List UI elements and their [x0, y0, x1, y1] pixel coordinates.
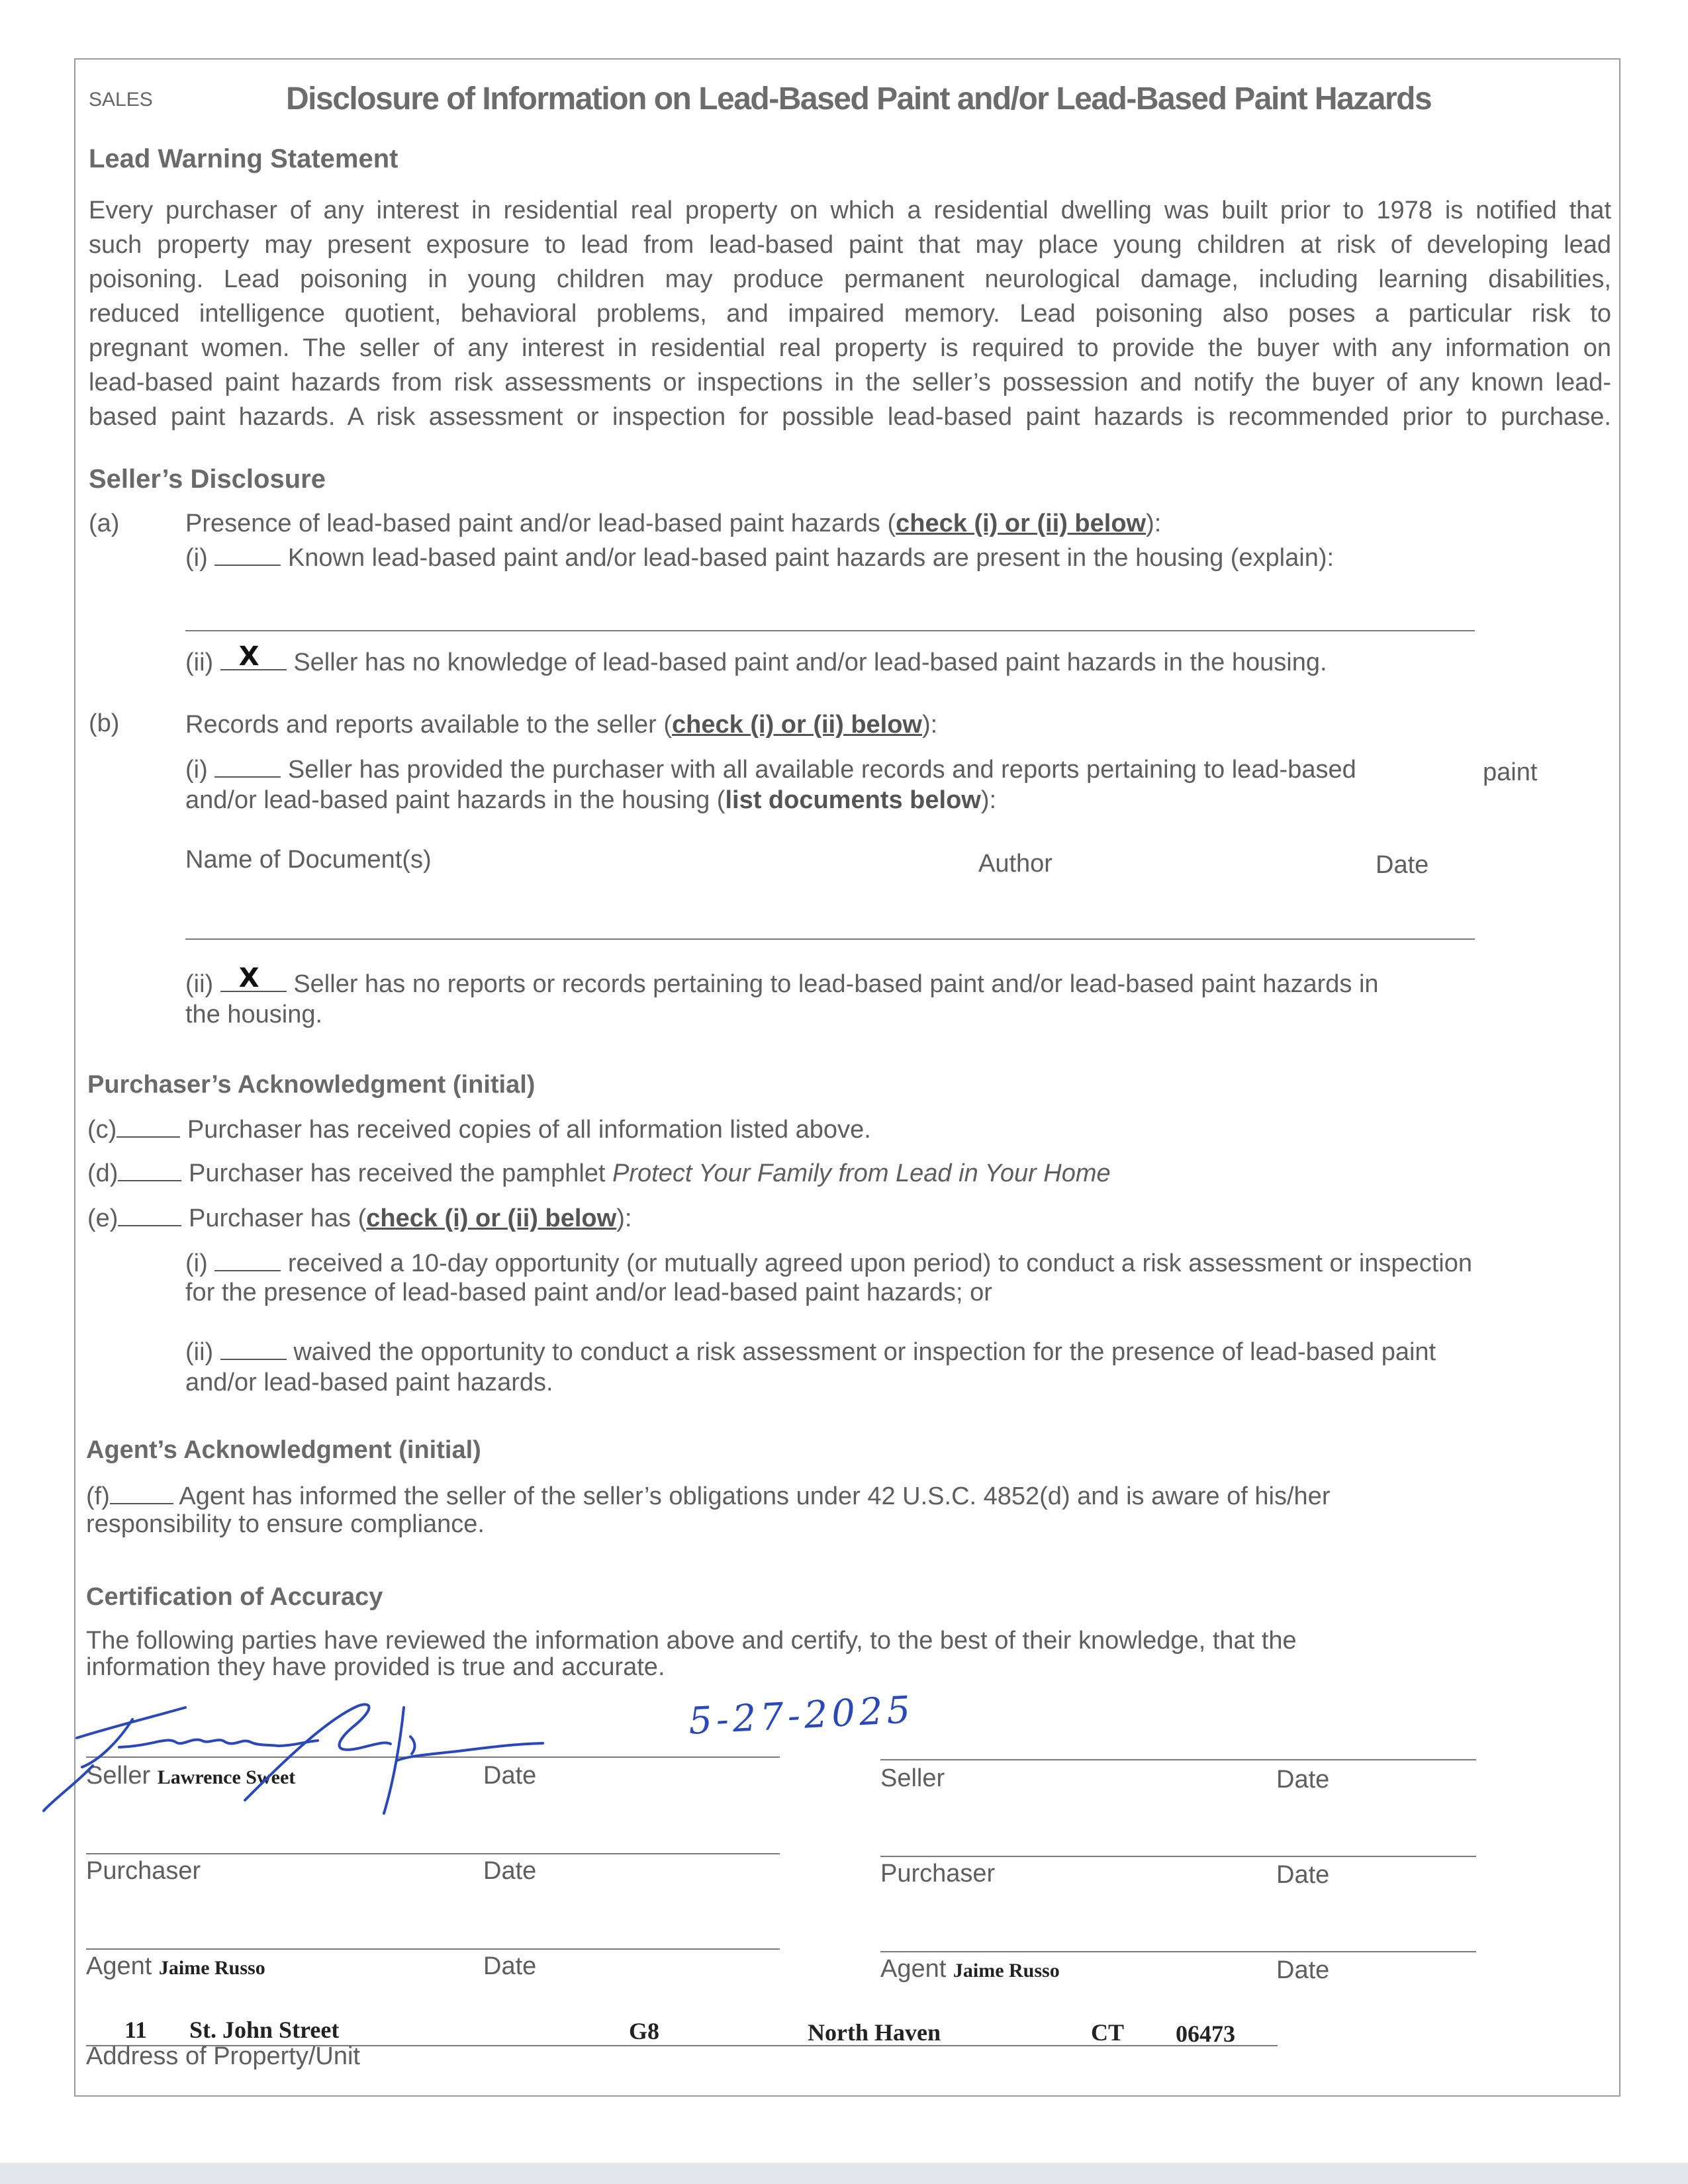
item-b-text: Records and reports available to the seller (check (i) or (ii) below): — [185, 711, 938, 739]
seller-name: Lawrence Sweet — [157, 1766, 296, 1788]
agent2-label: Agent Jaime Russo — [880, 1955, 1060, 1983]
documents-line[interactable] — [185, 938, 1475, 940]
explain-line[interactable] — [185, 630, 1475, 631]
seller-disclosure-heading: Seller’s Disclosure — [89, 465, 326, 494]
address-number: 11 — [124, 2017, 148, 2043]
item-e-i-line2: for the presence of lead-based paint and/or lead-based paint hazards; or — [185, 1279, 992, 1306]
a-i-checkbox[interactable] — [214, 545, 281, 566]
e-initial-field[interactable] — [118, 1205, 181, 1226]
warning-line: lead-based paint hazards from risk assessments or inspections in the seller’s possession and notify the buyer of any known lead- — [89, 369, 1611, 396]
agent-signature-line[interactable] — [86, 1948, 780, 1950]
col-document-name: Name of Document(s) — [185, 846, 432, 874]
form-title: Disclosure of Information on Lead-Based Paint and/or Lead-Based Paint Hazards — [286, 81, 1432, 116]
purchaser-label: Purchaser — [86, 1857, 201, 1885]
agent2-date-label: Date — [1276, 1956, 1330, 1984]
check-x-mark: X — [238, 641, 259, 672]
certification-line2: information they have provided is true and accurate. — [86, 1653, 665, 1681]
check-x-mark: X — [238, 963, 259, 993]
agent-date-label: Date — [483, 1952, 537, 1980]
purchaser-date-label: Date — [483, 1857, 537, 1885]
item-a-marker: (a) — [89, 510, 120, 537]
warning-line: pregnant women. The seller of any interest in residential real property is required to provide the buyer with any information on — [89, 334, 1611, 362]
certification-heading: Certification of Accuracy — [86, 1583, 383, 1611]
purchaser-ack-heading: Purchaser’s Acknowledgment (initial) — [87, 1071, 536, 1099]
item-e-i-line1: (i) received a 10-day opportunity (or mutually agreed upon period) to conduct a risk assessment or inspection — [185, 1250, 1472, 1277]
address-zip: 06473 — [1176, 2021, 1235, 2047]
agent2-name: Jaime Russo — [953, 1960, 1060, 1981]
item-b-i-line1: (i) Seller has provided the purchaser with all available records and reports pertaining to lead-based — [185, 756, 1356, 784]
agent-label: Agent Jaime Russo — [86, 1952, 265, 1980]
signature-stroke — [77, 1707, 318, 1767]
purchaser2-label: Purchaser — [880, 1860, 996, 1888]
warning-line: poisoning. Lead poisoning in young children may produce permanent neurological damage, including learning disabilities, — [89, 265, 1611, 293]
c-initial-field[interactable] — [117, 1116, 180, 1138]
certification-line1: The following parties have reviewed the information above and certify, to the best of their knowledge, that the — [86, 1627, 1297, 1655]
signature-stroke — [245, 1704, 543, 1813]
d-initial-field[interactable] — [118, 1160, 181, 1181]
lead-warning-body — [89, 193, 1611, 434]
e-ii-checkbox[interactable] — [220, 1339, 287, 1360]
item-a-text: Presence of lead-based paint and/or lead-based paint hazards (check (i) or (ii) below): — [185, 510, 1162, 537]
sales-tag: SALES — [89, 89, 153, 111]
item-e-ii-line2: and/or lead-based paint hazards. — [185, 1369, 553, 1396]
item-b-ii-line2: the housing. — [185, 1001, 323, 1028]
item-b-ii-line1: (ii) X Seller has no reports or records pertaining to lead-based paint and/or lead-based paint hazards in — [185, 963, 1379, 998]
signature-stroke — [44, 1766, 93, 1811]
item-f-line2: responsibility to ensure compliance. — [86, 1510, 485, 1538]
address-state: CT — [1091, 2019, 1125, 2046]
item-e: (e) Purchaser has (check (i) or (ii) below): — [87, 1205, 632, 1232]
b-ii-checkbox[interactable] — [220, 963, 287, 993]
col-date: Date — [1376, 851, 1429, 879]
f-initial-field[interactable] — [110, 1483, 173, 1504]
purchaser2-signature-line[interactable] — [880, 1856, 1476, 1857]
e-i-checkbox[interactable] — [214, 1250, 281, 1271]
item-c: (c) Purchaser has received copies of all information listed above. — [87, 1116, 871, 1144]
seller2-date-label: Date — [1276, 1766, 1330, 1794]
item-a-ii: (ii) X Seller has no knowledge of lead-based paint and/or lead-based paint hazards in the housing. — [185, 641, 1327, 676]
item-e-ii-line1: (ii) waived the opportunity to conduct a risk assessment or inspection for the presence of lead-based paint — [185, 1338, 1436, 1366]
warning-line: Every purchaser of any interest in residential real property on which a residential dwelling was built prior to 1978 is notified that — [89, 197, 1611, 224]
a-ii-checkbox[interactable] — [220, 641, 287, 672]
seller2-label: Seller — [880, 1764, 945, 1792]
item-f-line1: (f) Agent has informed the seller of the seller’s obligations under 42 U.S.C. 4852(d) and is aware of his/her — [86, 1482, 1331, 1510]
purchaser2-date-label: Date — [1276, 1861, 1330, 1889]
address-city: North Haven — [808, 2019, 941, 2046]
seller-handwritten-date: 5-27-2025 — [687, 1688, 915, 1743]
lead-warning-heading: Lead Warning Statement — [89, 144, 399, 173]
scan-bottom-edge — [0, 2163, 1688, 2184]
warning-line: such property may present exposure to lead from lead-based paint that may place young children at risk of developing lead — [89, 231, 1611, 259]
seller2-signature-line[interactable] — [880, 1759, 1476, 1760]
item-b-i-line1-end: paint — [1483, 758, 1538, 786]
item-d: (d) Purchaser has received the pamphlet Protect Your Family from Lead in Your Home — [87, 1160, 1111, 1187]
seller-handwritten-signature — [40, 1668, 702, 1840]
b-i-checkbox[interactable] — [214, 756, 281, 778]
address-unit: G8 — [629, 2018, 660, 2044]
agent-name: Jaime Russo — [158, 1957, 265, 1979]
warning-line: reduced intelligence quotient, behavioral problems, and impaired memory. Lead poisoning also poses a particular risk to — [89, 300, 1611, 328]
seller-date-label: Date — [483, 1762, 537, 1790]
address-street: St. John Street — [189, 2017, 340, 2043]
col-author: Author — [978, 850, 1053, 878]
address-label: Address of Property/Unit — [86, 2042, 360, 2070]
item-b-marker: (b) — [89, 709, 120, 737]
warning-line: based paint hazards. A risk assessment or inspection for possible lead-based paint hazards is recommended prior to purchase. — [89, 403, 1611, 431]
item-b-i-line2: and/or lead-based paint hazards in the housing (list documents below): — [185, 786, 997, 814]
seller-label: Seller Lawrence Sweet — [86, 1762, 296, 1790]
agent-ack-heading: Agent’s Acknowledgment (initial) — [86, 1436, 481, 1464]
purchaser-signature-line[interactable] — [86, 1853, 780, 1854]
item-a-i: (i) Known lead-based paint and/or lead-based paint hazards are present in the housing (explain): — [185, 544, 1335, 572]
agent2-signature-line[interactable] — [880, 1951, 1476, 1952]
